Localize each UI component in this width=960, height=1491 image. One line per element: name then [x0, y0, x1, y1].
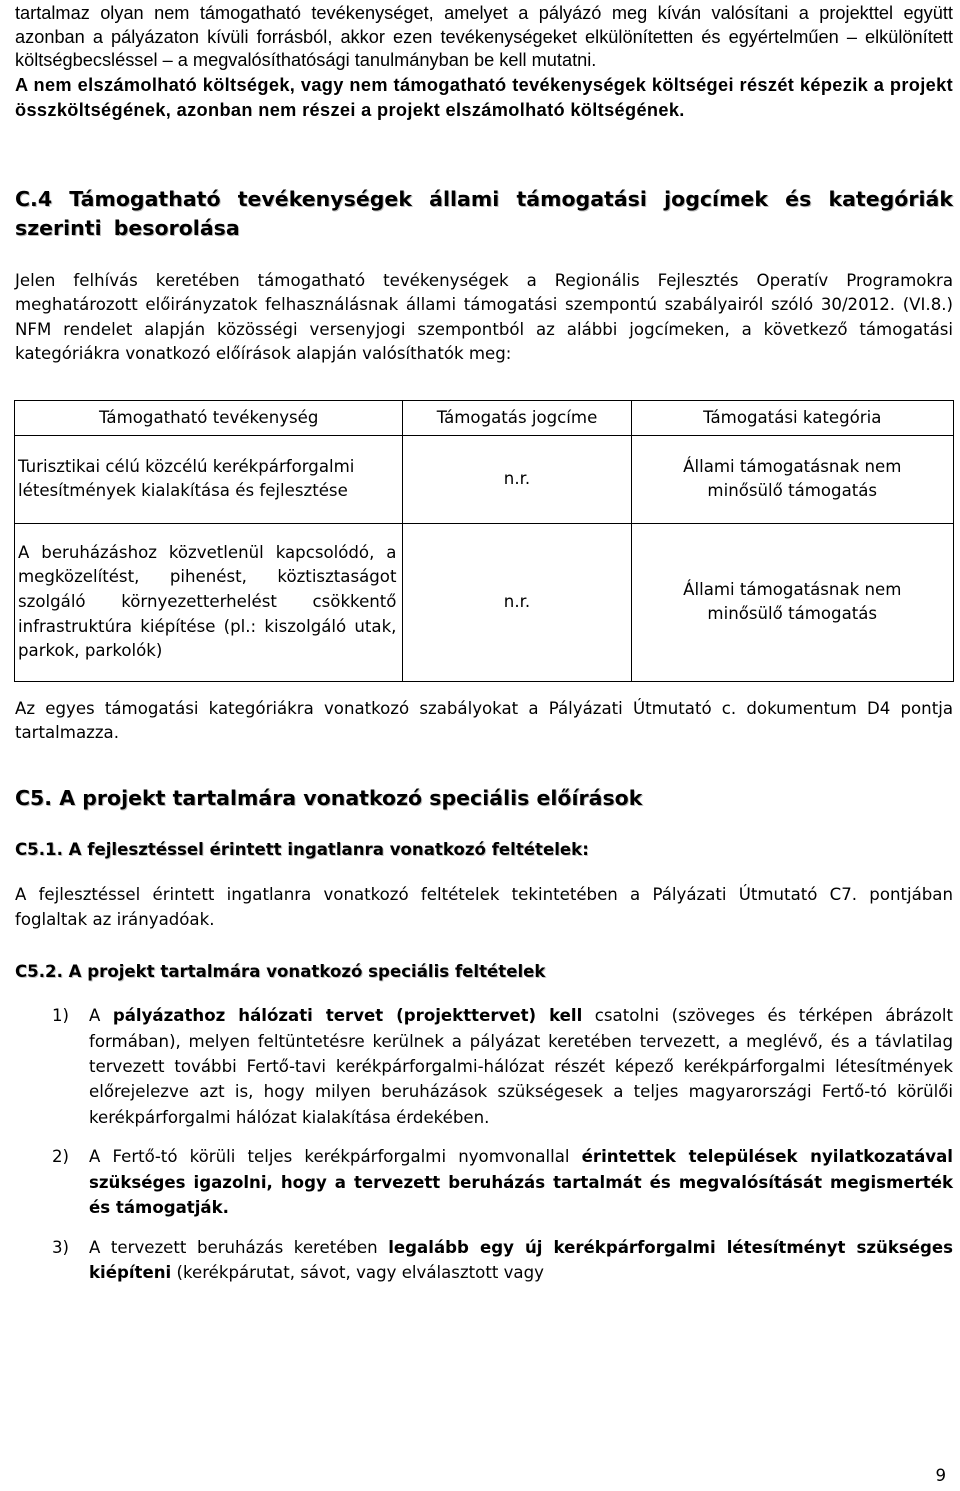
list-item-lead: A: [89, 1006, 113, 1026]
list-item-rest: (kerékpárutat, sávot, vagy elválasztott vagy: [171, 1262, 544, 1282]
table-row: [15, 435, 954, 523]
section-c5-1-text: A fejlesztéssel érintett ingatlanra vonatkozó feltételek tekintetében a Pályázati Útmutató C7. pontjában foglaltak az irányadóak.: [15, 885, 953, 929]
intro-paragraph: tartalmaz olyan nem támogatható tevékenységet, amelyet a pályázó meg kíván valósítani a projekttel együtt azonban a pályázaton kívüli forrásból, akkor ezen tevékenységeket elkülönítetten és egyértelműen – elkülönített költségbecsléssel – a megvalósíthatósági tanulmányban be kell mutatni.: [15, 3, 953, 70]
table-header-row: [15, 400, 954, 435]
list-item: [15, 1144, 953, 1220]
section-c4-paragraph: Jelen felhívás keretében támogatható tevékenységek a Regionális Fejlesztés Operatív Programokra meghatározott előirányzatok felhasználásnak állami támogatási szempontú szabályairól szóló 30/2012. (VI.8.) NFM rendelet alapján közösségi versenyjogi szempontból az alábbi jogcímeken, a következő támogatási kategóriákra vonatkozó előírások alapján valósíthatók meg:: [15, 270, 953, 364]
list-item-number: 1): [52, 1006, 70, 1026]
section-c5-1-heading: C5.1. A fejlesztéssel érintett ingatlanra vonatkozó feltételek:: [15, 840, 589, 860]
table-cell-activity: A beruházáshoz közvetlenül kapcsolódó, a megközelítést, pihenést, köztisztaságot szolgáló környezetterhelést csökkentő infrastruktúra kiépítése (pl.: kiszolgáló utak, parkok, parkolók): [15, 523, 403, 681]
list-item-lead: A Fertő-tó körüli teljes kerékpárforgalmi nyomvonallal: [89, 1147, 582, 1167]
section-c4-heading: C.4 Támogatható tevékenységek állami támogatási jogcímek és kategóriák szerinti besorolása: [15, 186, 953, 240]
table-row: [15, 523, 954, 681]
list-item-number: 2): [52, 1147, 70, 1167]
support-category-table: [14, 400, 954, 682]
section-c5-heading: C5. A projekt tartalmára vonatkozó speciális előírások: [15, 786, 643, 811]
table-cell-category: Állami támogatásnak nem minősülő támogatás: [631, 523, 953, 681]
table-header-activity: Támogatható tevékenység: [15, 400, 403, 435]
document-page: [15, 0, 953, 1491]
list-item-lead: A tervezett beruházás keretében: [89, 1237, 389, 1257]
table-header-legal-basis: Támogatás jogcíme: [403, 400, 631, 435]
table-cell-category: Állami támogatásnak nem minősülő támogatás: [631, 435, 953, 523]
after-table-paragraph: Az egyes támogatási kategóriákra vonatkozó szabályokat a Pályázati Útmutató c. dokumentum D4 pontja tartalmazza.: [15, 698, 953, 743]
list-item-rest: csatolni (szöveges és térképen ábrázolt formában), melyen feltüntetésre kerülnek a pályázat keretében tervezett, a meglévő, és a távlatilag tervezett további Fertő-tavi kerékpárforgalmi-hálózat részét képező kerékpárforgalmi létesítmények előrejelezve azt is, hogy milyen beruházások szükségesek a teljes magyarországi Fertő-tó körülői kerékpárforgalmi hálózat kialakítása érdekében.: [89, 1006, 953, 1127]
list-item: [15, 1003, 953, 1130]
table-cell-legal-basis: n.r.: [403, 523, 631, 681]
list-item-number: 3): [52, 1237, 70, 1257]
table-cell-legal-basis: n.r.: [403, 435, 631, 523]
requirements-list: [15, 1003, 953, 1285]
table-header-category: Támogatási kategória: [631, 400, 953, 435]
list-item-bold: pályázathoz hálózati tervet (projekttervet) kell: [112, 1006, 583, 1026]
list-item: [15, 1235, 953, 1286]
table-cell-activity: Turisztikai célú közcélú kerékpárforgalmi létesítmények kialakítása és fejlesztése: [15, 435, 403, 523]
list-item-bold: legalább egy új kerékpárforgalmi létesítményt szükséges kiépíteni: [89, 1237, 954, 1282]
section-c5-2-heading: C5.2. A projekt tartalmára vonatkozó speciális feltételek: [15, 962, 546, 982]
list-item-bold: érintettek települések nyilatkozatával szükséges igazolni, hogy a tervezett beruházás tartalmát és megvalósítását megismerték és támogatják.: [89, 1147, 953, 1218]
intro-bold-paragraph: A nem elszámolható költségek, vagy nem támogatható tevékenységek költségei részét képezik a projekt összköltségének, azonban nem részei a projekt elszámolható költségének.: [15, 74, 953, 120]
page-number: 9: [935, 1466, 946, 1485]
